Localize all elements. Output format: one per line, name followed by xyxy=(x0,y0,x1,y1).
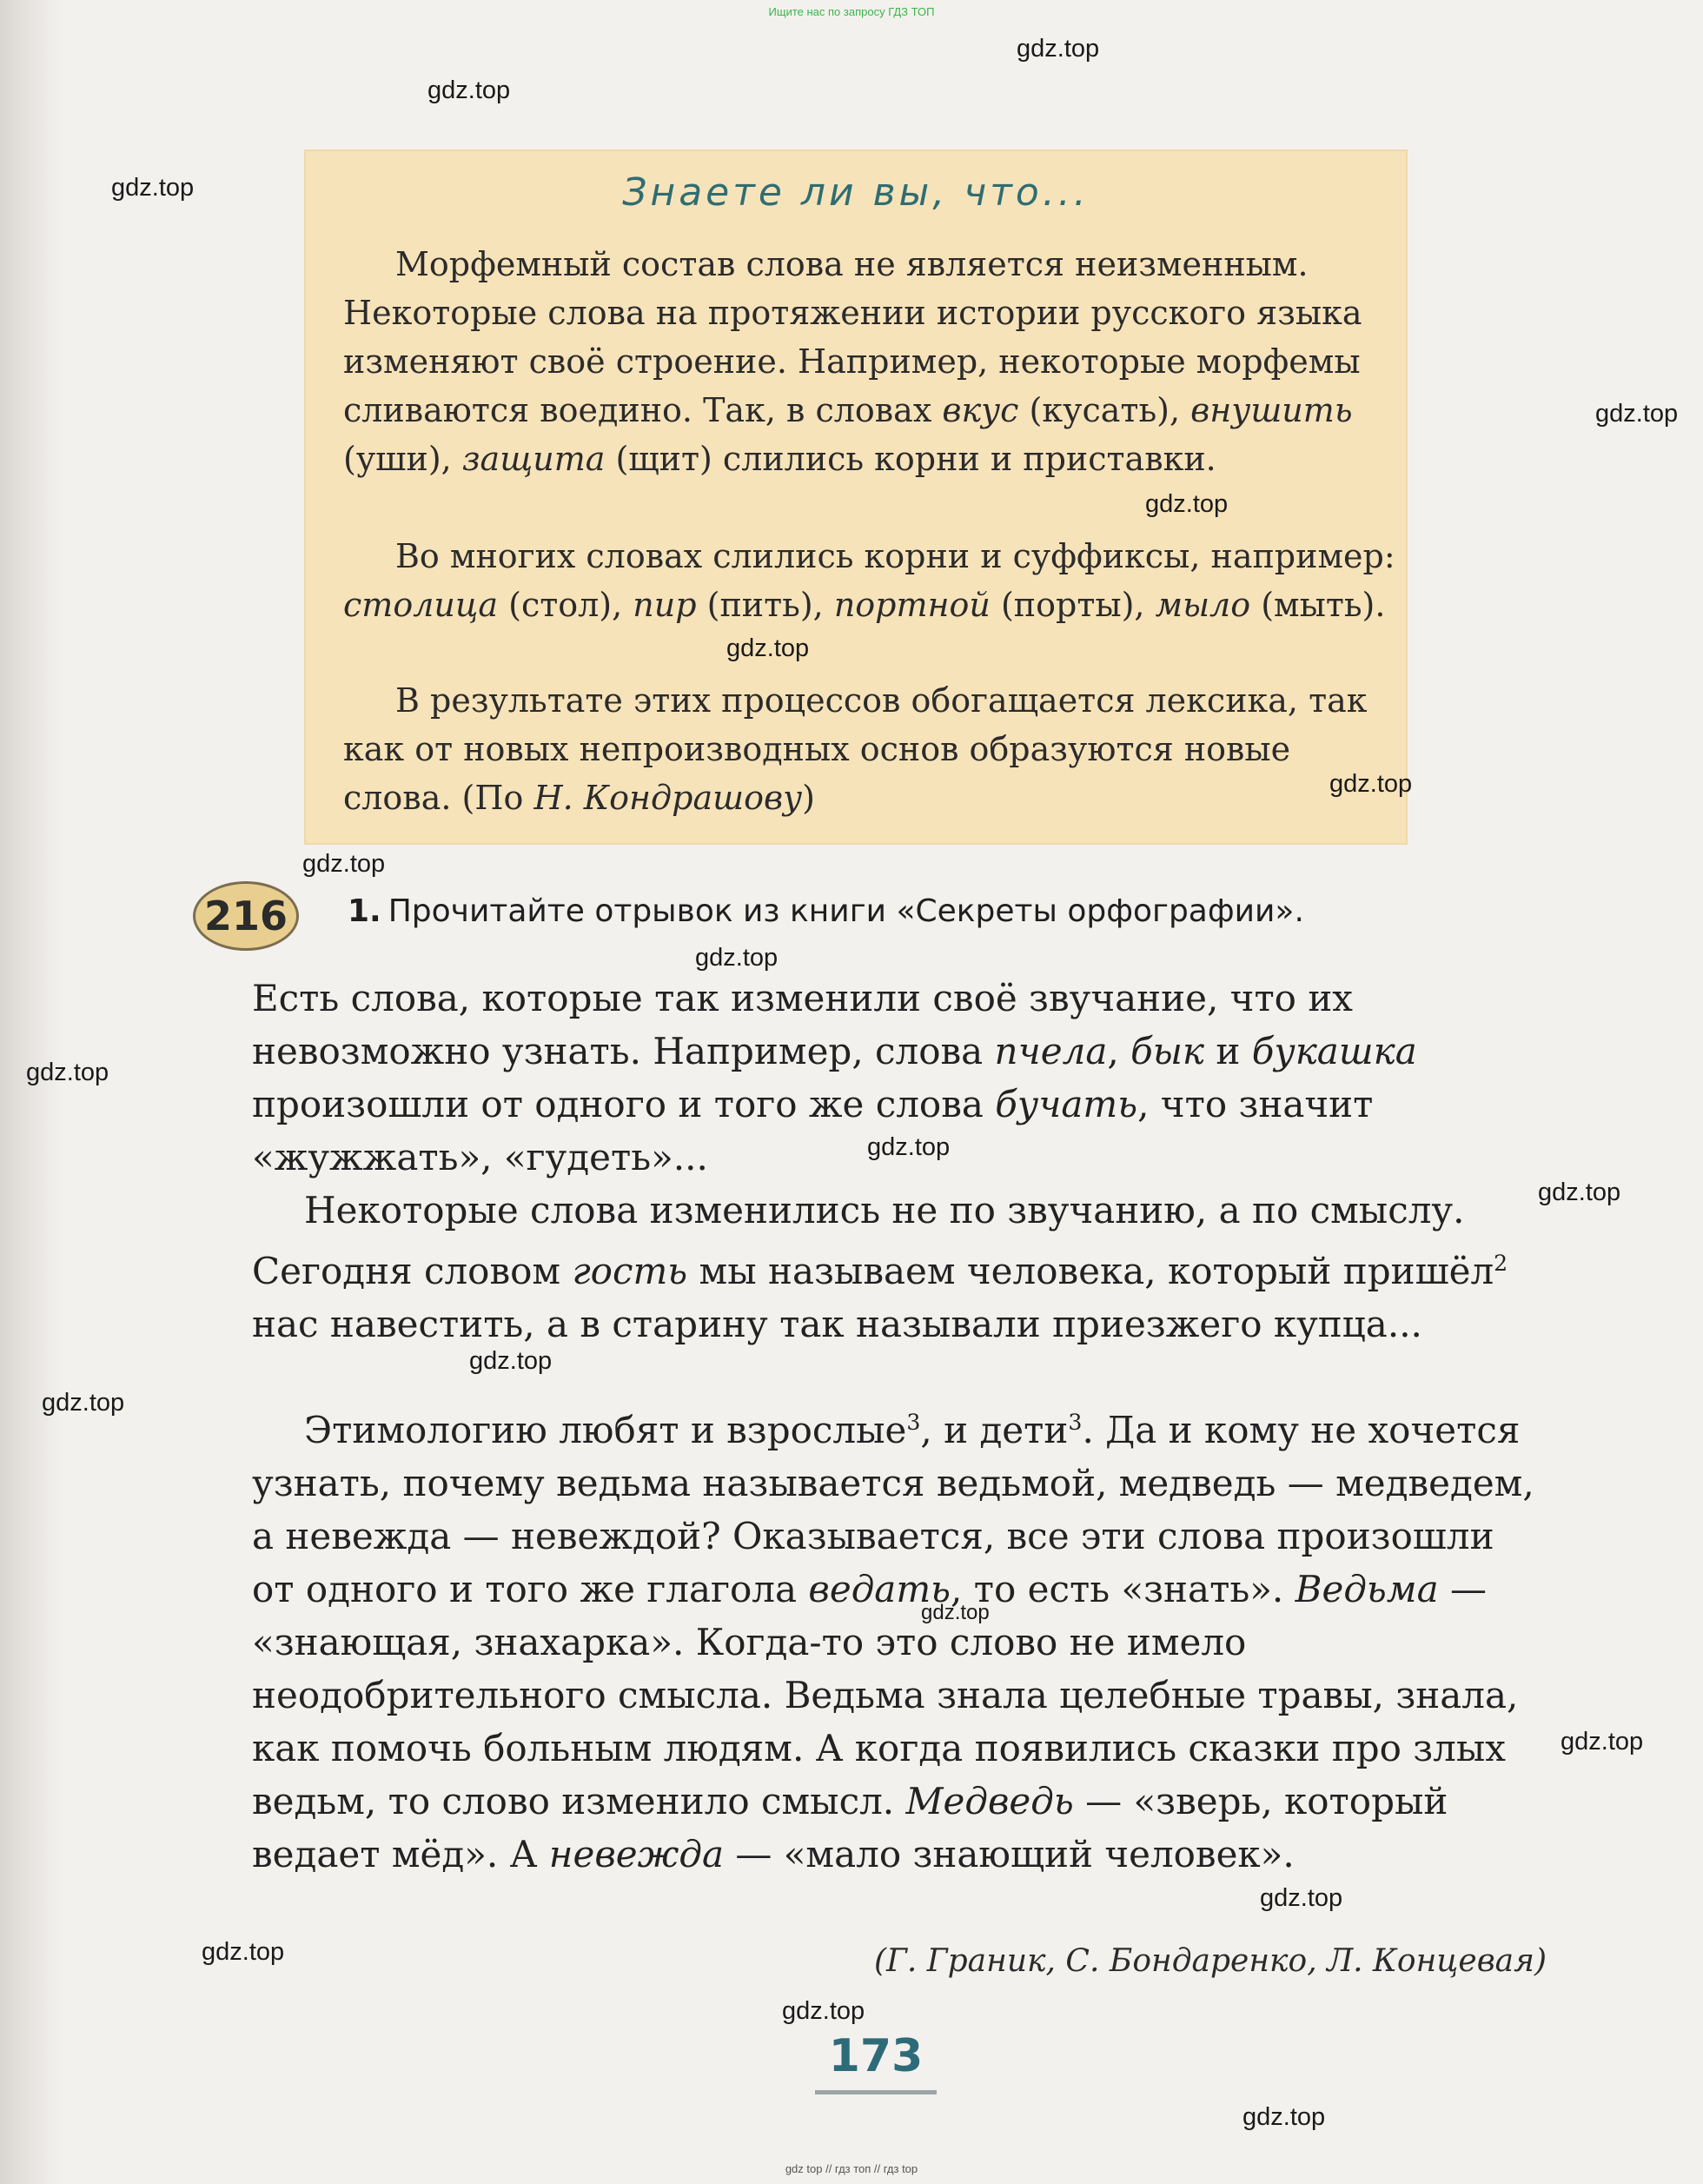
watermark: gdz.top xyxy=(695,944,779,972)
watermark: gdz.top xyxy=(202,1938,285,1966)
text-source: (Г. Граник, С. Бондаренко, Л. Концевая) xyxy=(874,1943,1547,1979)
info-paragraph-2: Во многих словах слились корни и суффиксы, например: столица (стол), пир (пить), портной (порты), мыло (мыть). xyxy=(343,537,1395,624)
watermark: gdz.top xyxy=(427,76,511,104)
watermark: gdz.top xyxy=(726,634,810,662)
exercise-number-badge: 216 xyxy=(193,881,299,951)
text-paragraph-1: Есть слова, которые так изменили своё звучание, что их невозможно узнать. Например, слова пчела, бык и букашка произошли от одного и того же слова бучать, что значит «жужжать», «гудеть»... xyxy=(252,977,1417,1178)
top-note: Ищите нас по запросу ГДЗ ТОП xyxy=(768,5,935,18)
watermark: gdz.top xyxy=(469,1347,553,1375)
text-paragraph-2: Некоторые слова изменились не по звучанию, а по смыслу. Сегодня словом гость мы называем человека, который пришёл$^2$ нас навестить, а в старину так называли приезжего купца... xyxy=(252,1189,1508,1345)
watermark: gdz.top xyxy=(1145,490,1229,518)
watermark: gdz.top xyxy=(867,1133,951,1161)
watermark: gdz.top xyxy=(1538,1178,1621,1206)
page-edge-shadow xyxy=(0,0,61,2184)
watermark: gdz.top xyxy=(1329,770,1413,798)
watermark: gdz.top xyxy=(302,850,386,878)
page-number: 173 xyxy=(828,2030,924,2082)
watermark: gdz.top xyxy=(1242,2103,1326,2131)
watermark: gdz.top xyxy=(1561,1728,1644,1756)
watermark: gdz.top xyxy=(111,174,195,202)
watermark: gdz.top xyxy=(42,1389,125,1417)
watermark: gdz.top xyxy=(1595,400,1679,428)
info-paragraph-3: В результате этих процессов обогащается лексика, так как от новых непроизводных основ образуются новые слова. (По Н. Кондрашову) xyxy=(343,681,1368,817)
info-box-title: Знаете ли вы, что... xyxy=(622,170,1090,215)
info-paragraph-1: Морфемный состав слова не является неизменным. Некоторые слова на протяжении истории русского языка изменяют своё строение. Например, некоторые морфемы сливаются воедино. Так, в словах вкус (кусать), внушить (уши), защита (щит) слились корни и приставки. xyxy=(343,245,1362,478)
watermark: gdz.top xyxy=(782,1997,865,2025)
watermark: gdz.top xyxy=(1017,35,1100,63)
watermark: gdz.top xyxy=(1260,1884,1343,1912)
page-number-underline xyxy=(815,2090,937,2094)
watermark: gdz.top xyxy=(26,1059,109,1086)
watermark: gdz.top xyxy=(921,1601,990,1624)
exercise-task: 1. Прочитайте отрывок из книги «Секреты орфографии». xyxy=(348,893,1304,929)
bottom-note: gdz top // гдз топ // гдз top xyxy=(785,2162,918,2175)
text-paragraph-3: Этимологию любят и взрослые$^3$, и дети$^3$. Да и кому не хочется узнать, почему ведьма называется ведьмой, медведь — медведем, а невежда — невеждой? Оказывается, все эти слова произошли от одного и того же глагола ведать, то есть «знать». Ведьма — «знающая, знахарка». Когда-то это слово не имело неодобрительного смысла. Ведьма знала целебные травы, знала, как помочь больным людям. А когда появились сказки про злых ведьм, то слово изменило смысл. Медведь — «зверь, который ведает мёд». А невежда — «мало знающий человек». xyxy=(252,1409,1534,1875)
